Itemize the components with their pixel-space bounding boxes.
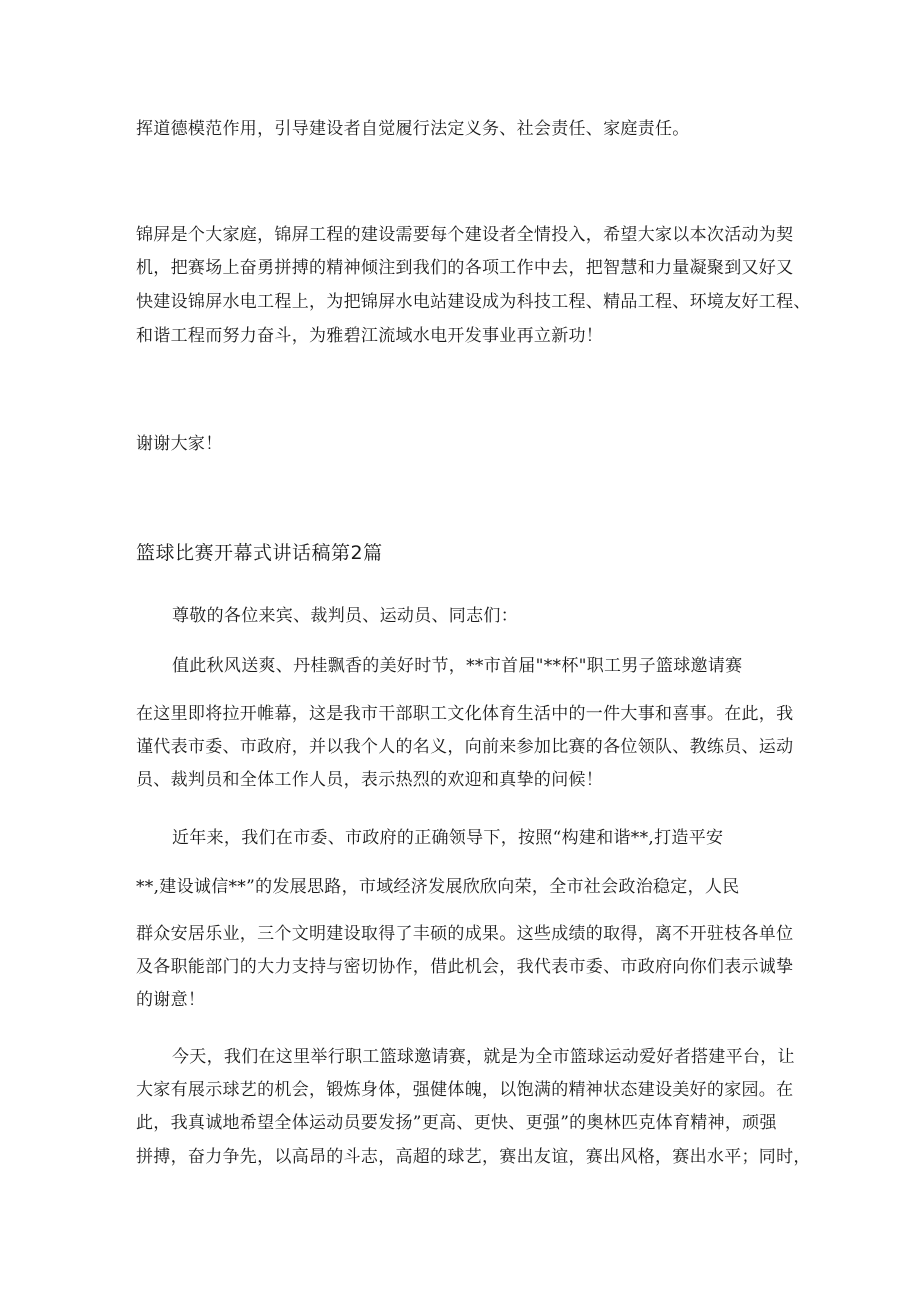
paragraph-1-line-1: 挥道德模范作用，引导建设者自觉履行法定义务、社会责任、家庭责任。 [136,119,690,139]
paragraph-3-line-3: 谨代表市委、市政府，并以我个人的名义，向前来参加比赛的各位领队、教练员、运动 [136,737,794,757]
salutation: 尊敬的各位来宾、裁判员、运动员、同志们： [172,606,518,626]
section-heading: 篮球比赛开幕式讲话稿第2篇 [136,542,383,564]
paragraph-3-line-1: 值此秋风送爽、丹桂飘香的美好时节，**市首届"**杯"职工男子篮球邀请赛 [172,656,743,676]
paragraph-5-line-3: 此，我真诚地希望全体运动员要发扬”更高、更快、更强”的奥林匹克体育精神，顽强 [136,1113,777,1133]
thanks-line: 谢谢大家！ [136,434,223,454]
paragraph-4-line-3: 群众安居乐业，三个文明建设取得了丰硕的成果。这些成绩的取得，离不开驻枝各单位 [136,924,794,944]
paragraph-4-line-4: 及各职能部门的大力支持与密切协作，借此机会，我代表市委、市政府向你们表示诚挚 [136,957,794,977]
paragraph-5-line-4: 拼搏，奋力争先，以高昂的斗志，高超的球艺，赛出友谊，赛出风格，赛出水平；同时， [136,1147,811,1167]
paragraph-4-line-1: 近年来，我们在市委、市政府的正确领导下，按照“构建和谐**,打造平安 [172,828,724,848]
paragraph-5-line-2: 大家有展示球艺的机会，锻炼身体，强健体魄，以饱满的精神状态建设美好的家园。在 [136,1080,794,1100]
paragraph-2-line-4: 和谐工程而努力奋斗，为雅碧江流域水电开发事业再立新功！ [136,326,604,346]
paragraph-3-line-4: 员、裁判员和全体工作人员，表示热烈的欢迎和真挚的问候！ [136,770,604,790]
paragraph-5-line-1: 今天，我们在这里举行职工篮球邀请赛，就是为全市篮球运动爱好者搭建平台，让 [172,1047,795,1067]
paragraph-4-line-5: 的谢意！ [136,990,206,1010]
paragraph-2-line-1: 锦屏是个大家庭，锦屏工程的建设需要每个建设者全情投入，希望大家以本次活动为契 [136,225,794,245]
paragraph-2-line-2: 机，把赛场上奋勇拼搏的精神倾注到我们的各项工作中去，把智慧和力量凝聚到又好又 [136,258,794,278]
paragraph-2-line-3: 快建设锦屏水电工程上，为把锦屏水电站建设成为科技工程、精品工程、环境友好工程、 [136,292,811,312]
paragraph-3-line-2: 在这里即将拉开帷幕，这是我市干部职工文化体育生活中的一件大事和喜事。在此，我 [136,704,794,724]
paragraph-4-line-2: **,建设诚信**”的发展思路，市域经济发展欣欣向荣，全市社会政治稳定，人民 [136,877,740,897]
